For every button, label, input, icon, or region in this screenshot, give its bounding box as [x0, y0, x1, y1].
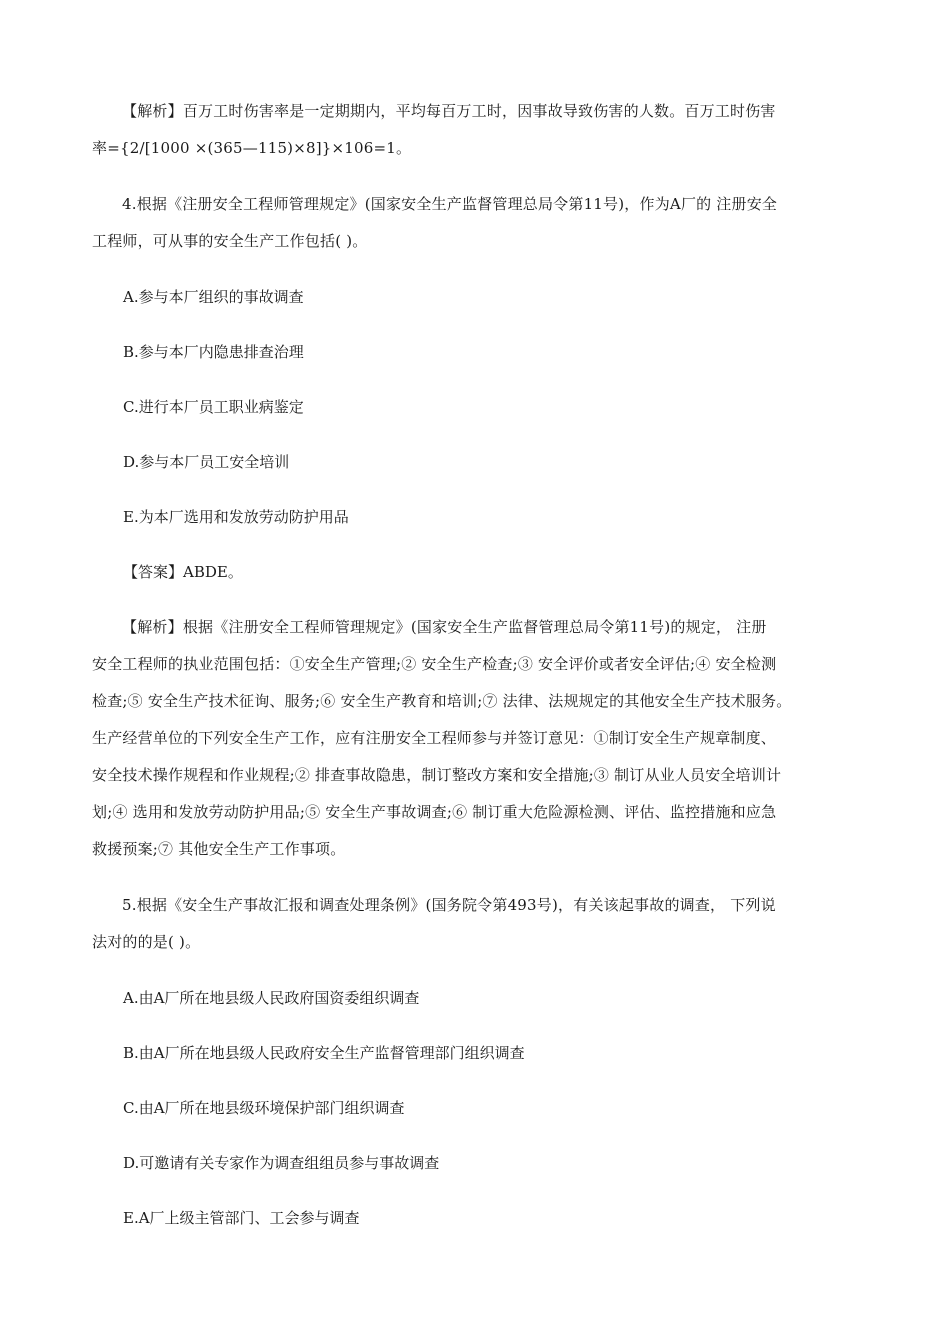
question-5-option-c: C.由A厂所在地县级环境保护部门组织调查	[123, 1099, 405, 1117]
q4-analysis-line-4: 生产经营单位的下列安全生产工作，应有注册安全工程师参与并签订意见：①制订安全生产规章制度、	[92, 729, 777, 747]
q4-analysis-line-5: 安全技术操作规程和作业规程;② 排查事故隐患，制订整改方案和安全措施;③ 制订从业人员安全培训计	[92, 766, 782, 784]
question-5-option-b: B.由A厂所在地县级人民政府安全生产监督管理部门组织调查	[123, 1044, 525, 1062]
question-4-option-c: C.进行本厂员工职业病鉴定	[123, 398, 304, 416]
spacer	[92, 1182, 858, 1200]
answer-value: ABDE。	[183, 563, 243, 581]
analysis-label: 【解析】	[122, 102, 183, 120]
question-4-analysis	[92, 609, 858, 868]
question-5-stem-line-1: 5.根据《安全生产事故汇报和调查处理条例》(国务院令第493号)，有关该起事故的调查， 下列说	[122, 896, 776, 914]
analysis-text: 百万工时伤害率是一定期期内，平均每百万工时，因事故导致伤害的人数。百万工时伤害	[182, 102, 776, 120]
q4-analysis-line-2: 安全工程师的执业范围包括：①安全生产管理;② 安全生产检查;③ 安全评价或者安全评估;④ 安全检测	[92, 655, 777, 673]
analysis-label: 【解析】	[122, 618, 183, 636]
q4-analysis-line-1	[92, 609, 858, 646]
question-5-option-d: D.可邀请有关专家作为调查组组员参与事故调查	[123, 1154, 440, 1172]
spacer	[92, 371, 858, 389]
spacer	[92, 536, 858, 554]
question-5-option-a: A.由A厂所在地县级人民政府国资委组织调查	[123, 989, 420, 1007]
spacer	[92, 316, 858, 334]
question-4-stem-line-1: 4.根据《注册安全工程师管理规定》(国家安全生产监督管理总局令第11号)，作为A厂的 注册安全	[122, 195, 778, 213]
spacer	[92, 167, 858, 186]
analysis-line-2: 率={2/[1000 ×(365—115)×8]}×106=1。	[92, 139, 412, 157]
spacer	[92, 1072, 858, 1090]
question-5-stem-line-2: 法对的的是( )。	[92, 933, 201, 951]
question-4-option-e: E.为本厂选用和发放劳动防护用品	[123, 508, 349, 526]
analysis-block-q3	[92, 93, 858, 167]
spacer	[92, 426, 858, 444]
analysis-line-1	[92, 93, 858, 130]
q4-analysis-line-3: 检查;⑤ 安全生产技术征询、服务;⑥ 安全生产教育和培训;⑦ 法律、法规规定的其他安全生产技术服务。	[92, 692, 792, 710]
question-4	[92, 186, 858, 868]
spacer	[92, 1127, 858, 1145]
spacer	[92, 591, 858, 609]
question-5	[92, 887, 858, 1237]
question-4-option-d: D.参与本厂员工安全培训	[123, 453, 290, 471]
spacer	[92, 868, 858, 887]
question-4-answer	[92, 554, 858, 591]
spacer	[92, 1017, 858, 1035]
top-margin	[92, 0, 858, 93]
answer-label: 【答案】	[123, 563, 184, 581]
q4-analysis-line-6: 划;④ 选用和发放劳动防护用品;⑤ 安全生产事故调查;⑥ 制订重大危险源检测、评估、监控措施和应急	[92, 803, 777, 821]
spacer	[92, 260, 858, 279]
spacer	[92, 481, 858, 499]
question-4-stem-line-2: 工程师，可从事的安全生产工作包括( )。	[92, 232, 368, 250]
question-4-option-a: A.参与本厂组织的事故调查	[123, 288, 304, 306]
spacer	[92, 961, 858, 980]
analysis-text: 根据《注册安全工程师管理规定》(国家安全生产监督管理总局令第11号)的规定， 注册	[182, 618, 767, 636]
question-4-option-b: B.参与本厂内隐患排查治理	[123, 343, 304, 361]
q4-analysis-line-7: 救援预案;⑦ 其他安全生产工作事项。	[92, 840, 346, 858]
question-5-option-e: E.A厂上级主管部门、工会参与调查	[123, 1209, 360, 1227]
